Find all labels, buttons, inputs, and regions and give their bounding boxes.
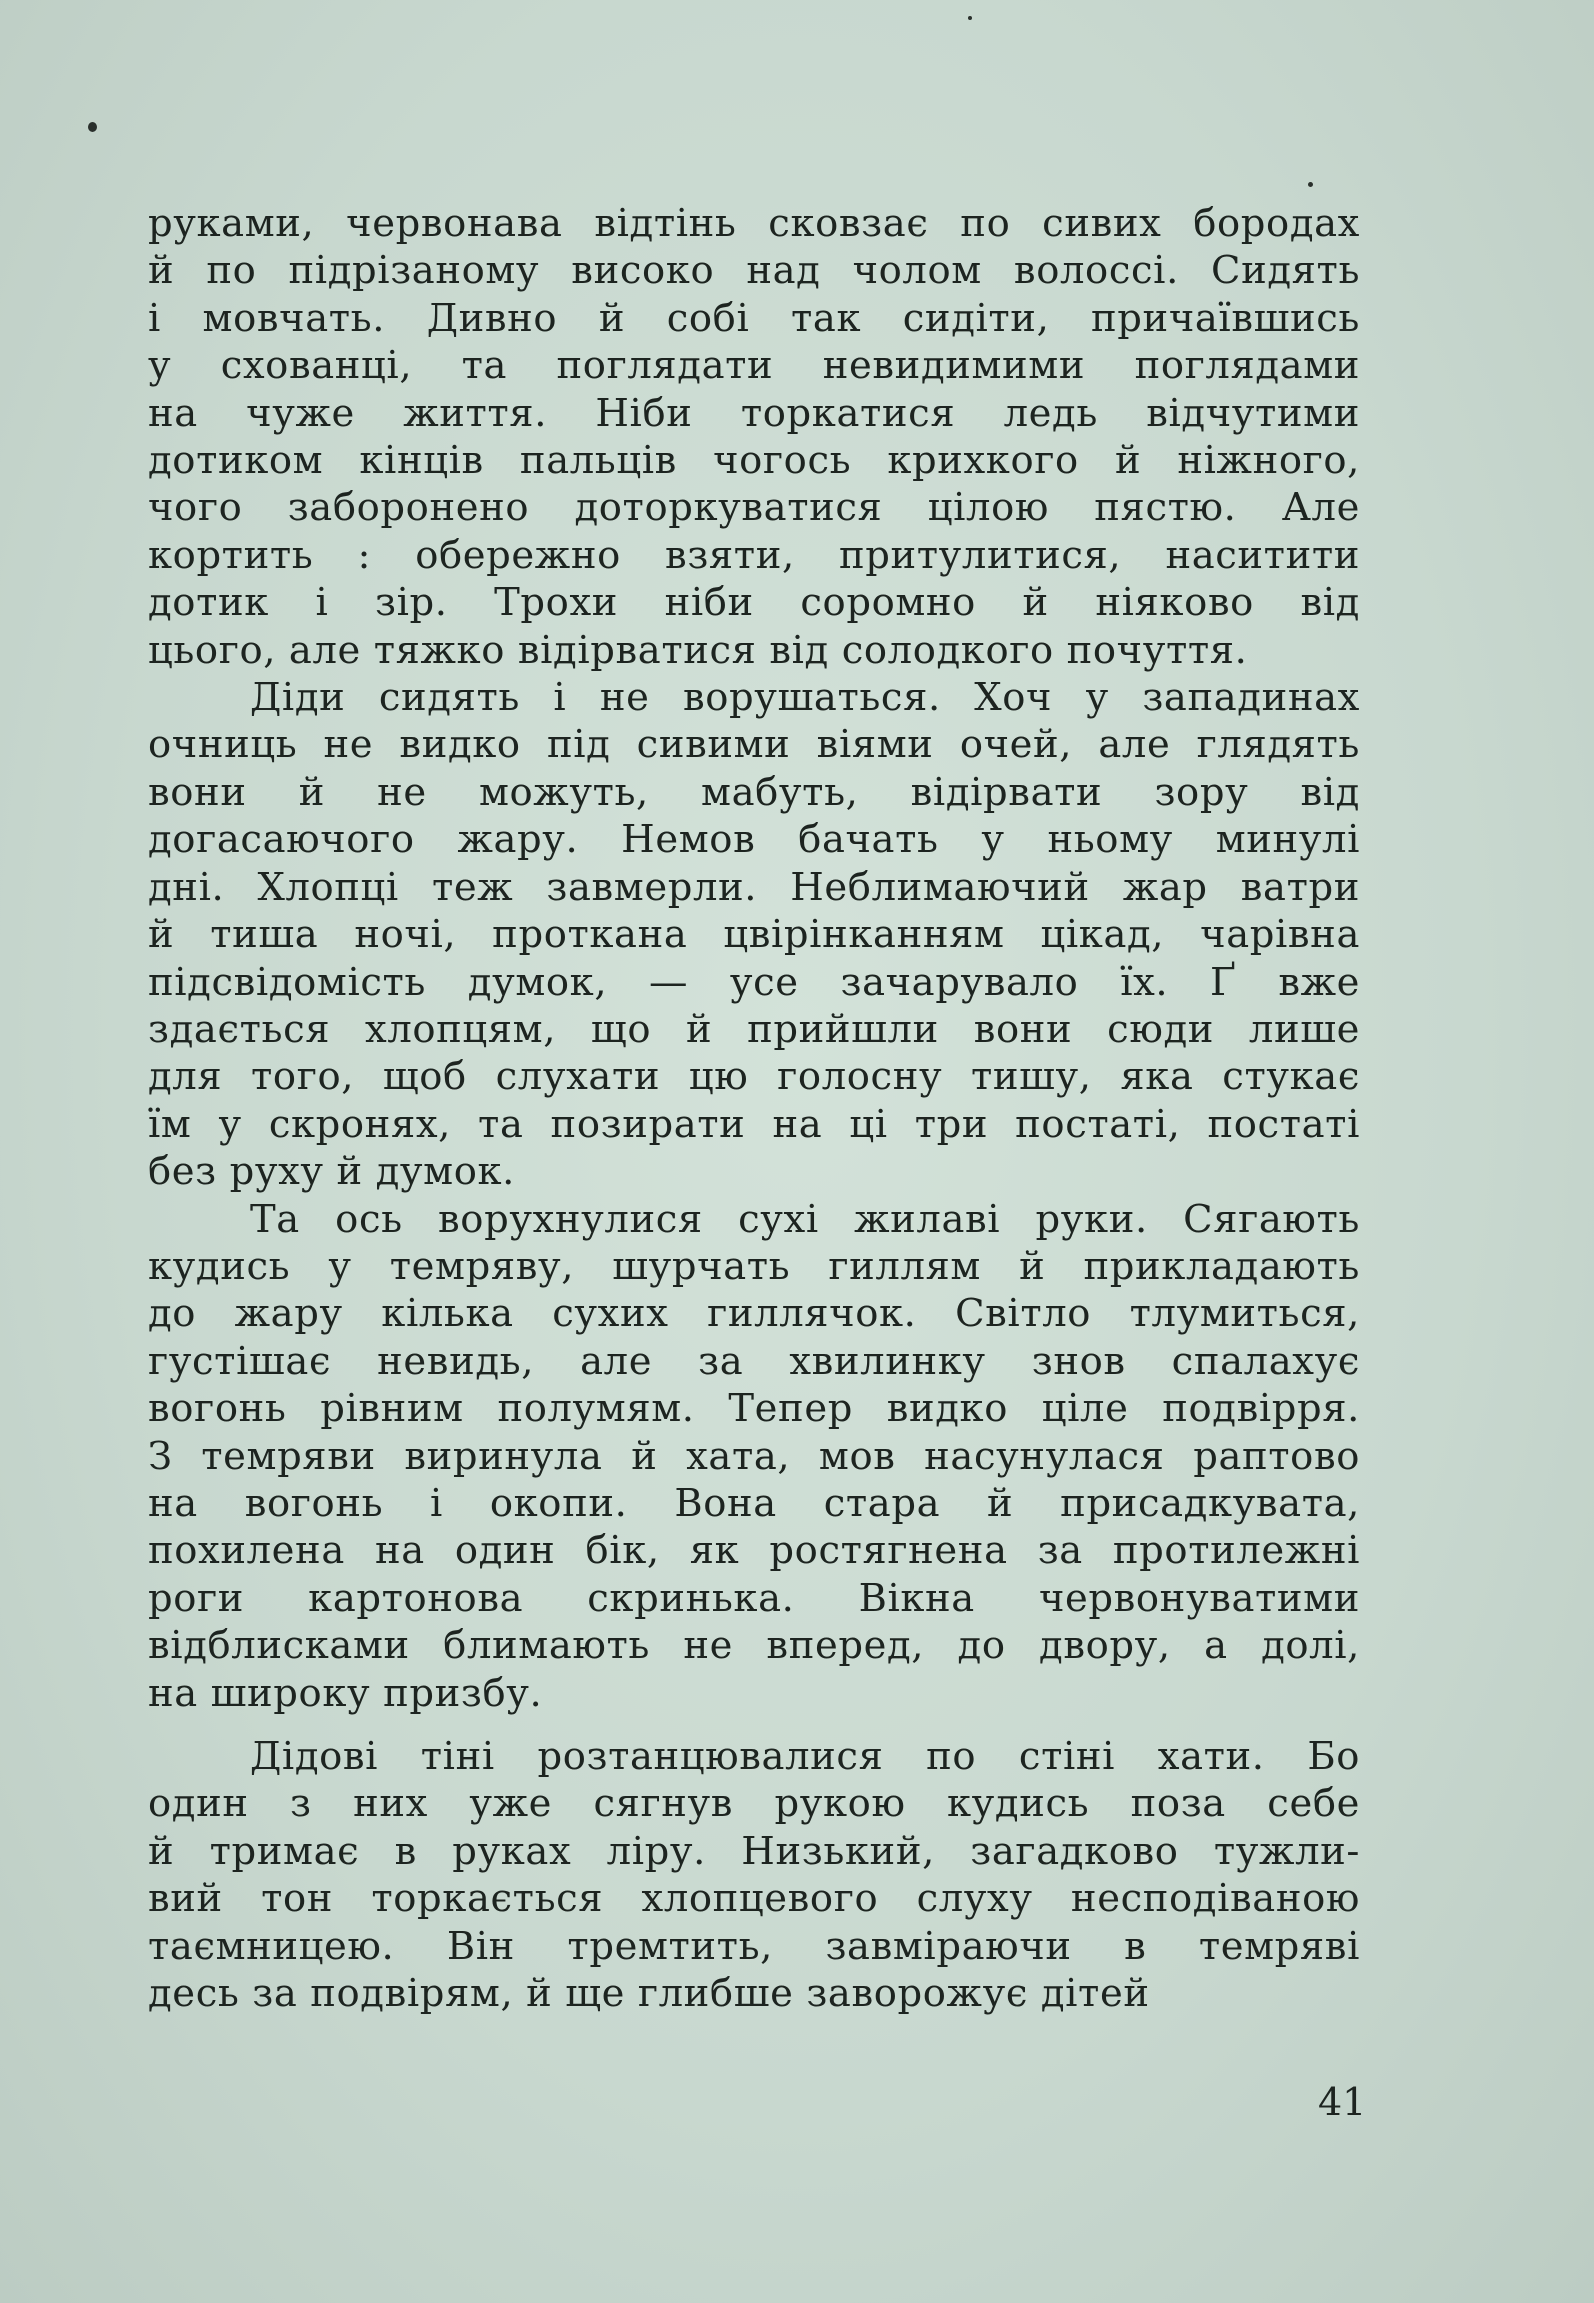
- text-line: відблисками блимають не вперед, до двору, а долі,: [148, 1623, 1360, 1669]
- text-line: здається хлопцям, що й прийшли вони сюди лише: [148, 1006, 1360, 1052]
- text-line: й тримає в руках ліру. Низький, загадково тужли-: [148, 1828, 1360, 1874]
- text-line: очниць не видко під сивими віями очей, але глядять: [148, 722, 1360, 768]
- text-line: Дідові тіні розтанцювалися по стіні хати. Бо: [250, 1734, 1360, 1779]
- text-line: З темряви виринула й хата, мов насунулася раптово: [148, 1433, 1360, 1479]
- text-line: кудись у темряву, шурчать гиллям й прикладають: [148, 1243, 1360, 1289]
- text-line: Діди сидять і не ворушаться. Хоч у западинах: [250, 675, 1360, 721]
- text-line: чого заборонено доторкуватися цілою пястю. Але: [148, 485, 1360, 531]
- paragraph-p4: [148, 1733, 1360, 2017]
- text-line: на чуже життя. Ніби торкатися ледь відчутими: [148, 390, 1360, 436]
- text-line: похилена на один бік, як ростягнена за протилежні: [148, 1528, 1360, 1574]
- ink-speck: [1308, 182, 1313, 187]
- text-line: дні. Хлопці теж завмерли. Неблимаючий жар ватри: [148, 864, 1360, 910]
- text-line: дотиком кінців пальців чогось крихкого й ніжного,: [148, 438, 1360, 484]
- text-line: до жару кілька сухих гиллячок. Світло тлумиться,: [148, 1291, 1360, 1337]
- text-line: вий тон торкається хлопцевого слуху несподіваною: [148, 1876, 1360, 1922]
- paragraph-p1: [148, 200, 1360, 674]
- body-text: [148, 200, 1360, 2017]
- text-line: їм у скронях, та позирати на ці три постаті, постаті: [148, 1101, 1360, 1147]
- ink-speck: [968, 16, 972, 20]
- text-line: без руху й думок.: [148, 1149, 515, 1195]
- text-line: таємницею. Він тремтить, завміраючи в темряві: [148, 1923, 1360, 1969]
- text-line: для того, щоб слухати цю голосну тишу, яка стукає: [148, 1054, 1360, 1100]
- text-line: дотик і зір. Трохи ніби соромно й ніяково від: [148, 580, 1360, 626]
- text-line: на вогонь і окопи. Вона стара й присадкувата,: [148, 1480, 1360, 1526]
- text-line: густішає невидь, але за хвилинку знов спалахує: [148, 1338, 1360, 1384]
- text-line: у схованці, та поглядати невидимими поглядами: [148, 343, 1360, 389]
- page-number: 41: [1318, 2080, 1367, 2124]
- text-line: один з них уже сягнув рукою кудись поза себе: [148, 1781, 1360, 1827]
- text-line: догасаючого жару. Немов бачать у ньому минулі: [148, 817, 1360, 863]
- text-line: й по підрізаному високо над чолом волоссі. Сидять: [148, 248, 1360, 294]
- text-line: і мовчать. Дивно й собі так сидіти, причаївшись: [148, 295, 1360, 341]
- text-line: кортить : обережно взяти, притулитися, наситити: [148, 532, 1360, 578]
- text-line: роги картонова скринька. Вікна червонуватими: [148, 1575, 1360, 1621]
- text-line: й тиша ночі, проткана цвірінканням цікад, чарівна: [148, 912, 1360, 958]
- paragraph-gap: [148, 1717, 1360, 1733]
- paragraph-p2: [148, 674, 1360, 1195]
- text-line: вони й не можуть, мабуть, відірвати зору від: [148, 769, 1360, 815]
- text-line: вогонь рівним полумям. Тепер видко ціле подвірря.: [148, 1386, 1360, 1432]
- text-line: підсвідомість думок, — усе зачарувало їх. Ґ вже: [148, 959, 1360, 1005]
- text-line: руками, червонава відтінь сковзає по сивих бородах: [148, 201, 1360, 246]
- text-line: десь за подвірям, й ще глибше заворожує дітей: [148, 1971, 1150, 2017]
- text-line: цього, але тяжко відірватися від солодкого почуття.: [148, 627, 1248, 673]
- ink-speck: [88, 122, 97, 132]
- paragraph-p3: [148, 1196, 1360, 1717]
- text-line: Та ось ворухнулися сухі жилаві руки. Сягають: [250, 1196, 1360, 1242]
- text-line: на широку призбу.: [148, 1670, 543, 1716]
